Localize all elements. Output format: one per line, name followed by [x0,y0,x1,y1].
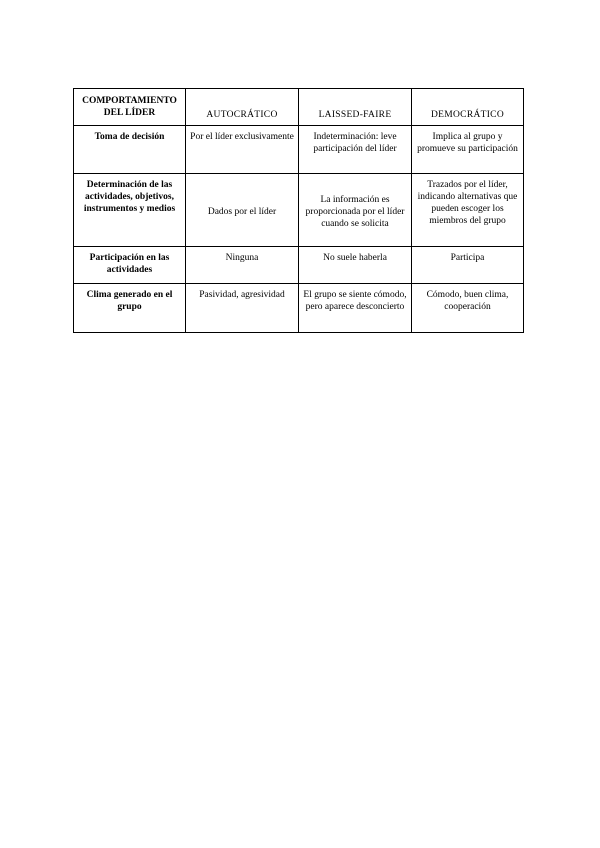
table-row [74,174,524,247]
table-row [74,126,524,174]
row-label-activities: Determinación de las actividades, objetivos, instrumentos y medios [74,174,186,247]
table-row [74,284,524,333]
table-cell: Participa [412,247,524,284]
table-cell: Trazados por el líder, indicando alternativas que pueden escoger los miembros del grupo [412,174,524,247]
table-cell: Ninguna [186,247,299,284]
table-cell: Implica al grupo y promueve su participación [412,126,524,174]
row-label-group-climate: Clima generado en el grupo [74,284,186,333]
table-cell: El grupo se siente cómodo, pero aparece desconcierto [299,284,412,333]
table-cell: Indeterminación: leve participación del líder [299,126,412,174]
table-cell: Por el líder exclusivamente [186,126,299,174]
table-cell: No suele haberla [299,247,412,284]
leadership-styles-table [73,88,524,333]
row-label-decision-making: Toma de decisión [74,126,186,174]
table-cell: Cómodo, buen clima, cooperación [412,284,524,333]
row-label-participation: Participación en las actividades [74,247,186,284]
table-cell: La información es proporcionada por el líder cuando se solicita [299,174,412,247]
header-leader-behavior: COMPORTAMIENTO DEL LÍDER [74,89,186,126]
header-autocratic: AUTOCRÁTICO [186,89,299,126]
table-row [74,247,524,284]
table-cell: Pasividad, agresividad [186,284,299,333]
table-header-row [74,89,524,126]
header-laissez-faire: LAISSED-FAIRE [299,89,412,126]
table-cell: Dados por el líder [186,174,299,247]
header-democratic: DEMOCRÁTICO [412,89,524,126]
